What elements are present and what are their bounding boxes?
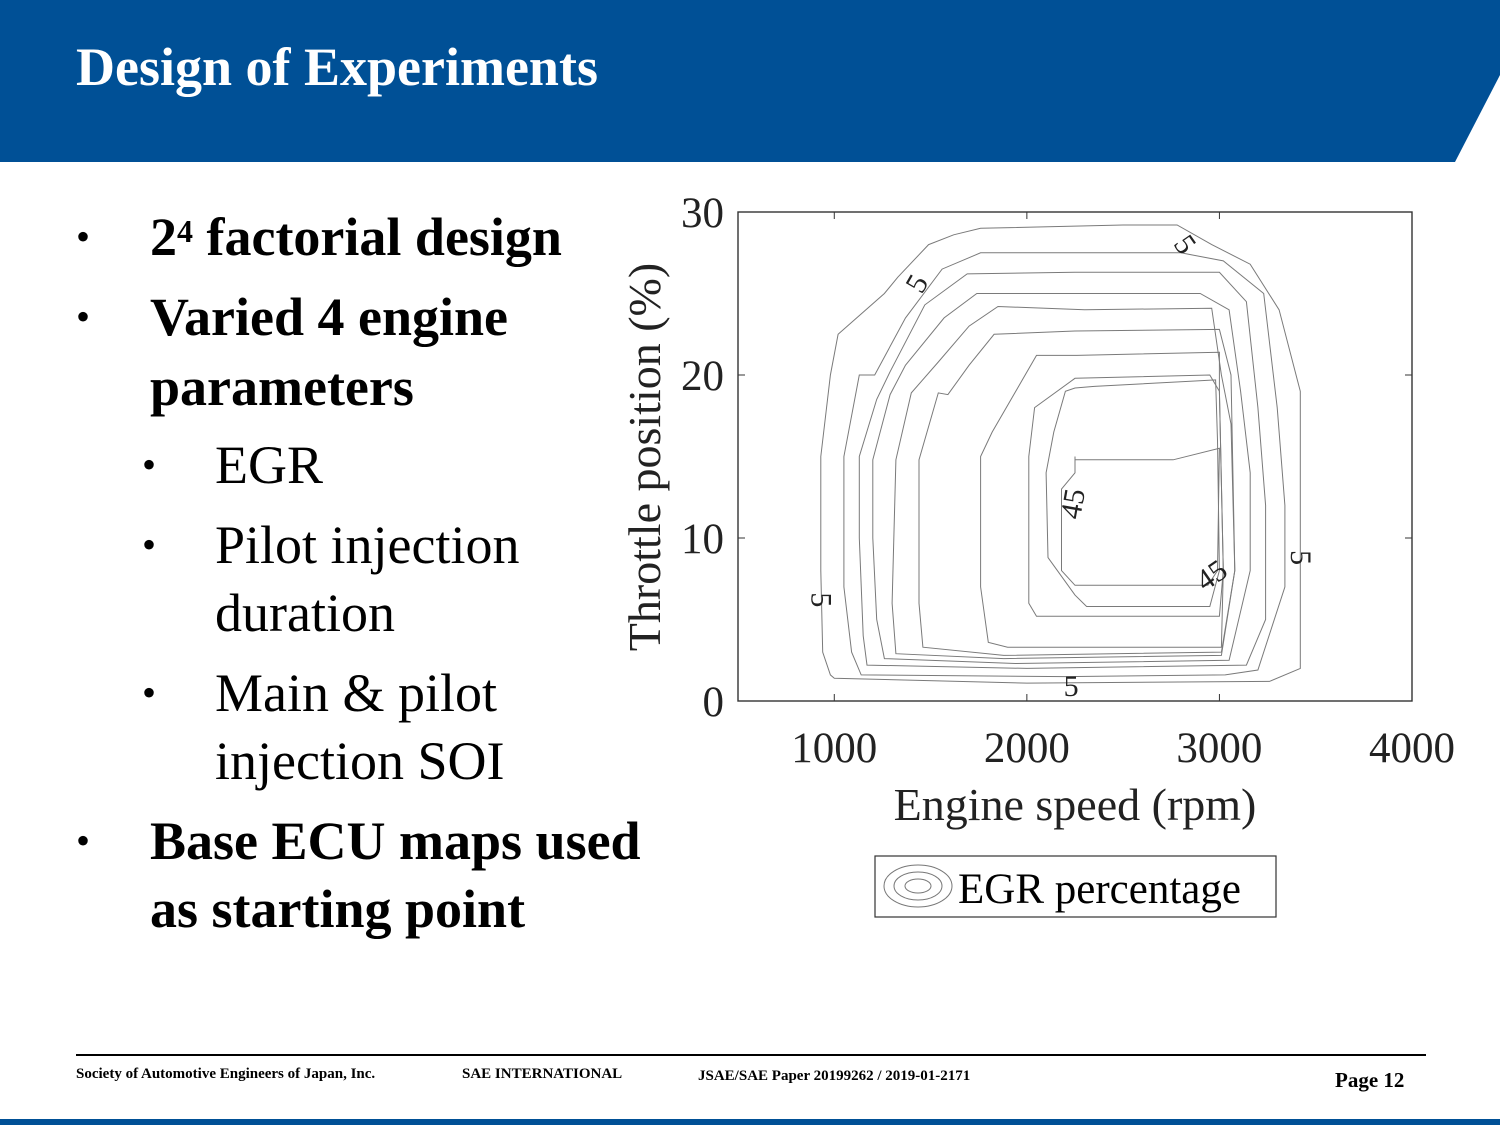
footer-jsae: Society of Automotive Engineers of Japan, Inc.: [76, 1066, 376, 1082]
bullet-base-ecu-line1: Base ECU maps used: [150, 811, 641, 871]
contour-label-layer: [804, 229, 1317, 703]
contour-value-label: 45: [1054, 486, 1092, 522]
sub-bullet-dot: •: [142, 442, 157, 487]
bullet-varied-line1: Varied 4 engine: [150, 287, 509, 347]
bullet-factorial-exponent: 4: [177, 213, 193, 249]
sub-bullet-soi-line1: Main & pilot: [215, 663, 497, 723]
footer-paper-id: JSAE/SAE Paper 20199262 / 2019-01-2171: [698, 1068, 971, 1084]
y-tick-label: 0: [702, 679, 724, 726]
x-tick-label: 4000: [1369, 725, 1455, 772]
contour-value-label: 5: [1283, 550, 1317, 566]
y-tick-label: 30: [681, 190, 724, 237]
sub-bullet-pilot-line2: duration: [215, 583, 395, 643]
sub-bullet-egr: EGR: [215, 435, 323, 495]
bullet-base-ecu-line2: as starting point: [150, 879, 526, 939]
x-axis-label: Engine speed (rpm): [893, 779, 1257, 830]
x-tick-label: 1000: [791, 725, 878, 772]
y-axis-label: Throttle position (%): [619, 262, 670, 652]
legend-label: EGR percentage: [958, 866, 1241, 913]
contour-line-4: [873, 294, 1250, 664]
footer-divider: [76, 1054, 1426, 1056]
y-tick-label: 20: [681, 353, 724, 400]
x-tick-label: 3000: [1176, 725, 1263, 772]
contour-line-7: [981, 352, 1224, 647]
egr-contour-chart: [600, 185, 1480, 945]
slide-title: Design of Experiments: [76, 37, 598, 97]
bullet-dot: •: [76, 294, 91, 339]
sub-bullet-dot: •: [142, 670, 157, 715]
bullet-factorial-base: 2: [150, 207, 177, 267]
bullet-list: [0, 0, 700, 960]
bullet-factorial-design: [150, 202, 562, 272]
contour-line-5: [892, 307, 1235, 659]
sub-bullet-soi-line2: injection SOI: [215, 731, 505, 791]
y-tick-label: 10: [681, 516, 724, 563]
contour-value-label: 5: [804, 592, 838, 608]
bullet-factorial-text: factorial design: [193, 207, 562, 267]
contour-value-label: 45: [1189, 553, 1234, 598]
bottom-bar: [0, 1119, 1500, 1125]
contour-value-label: 5: [1166, 228, 1203, 261]
contour-layer: [821, 225, 1301, 683]
page-number: Page 12: [1335, 1068, 1405, 1092]
bullet-dot: •: [76, 818, 91, 863]
contour-value-label: 5: [1063, 669, 1079, 703]
chart-canvas: [600, 185, 1480, 945]
bullet-varied-line2: parameters: [150, 357, 414, 417]
sub-bullet-dot: •: [142, 522, 157, 567]
bullet-dot: •: [76, 214, 91, 259]
sub-bullet-pilot-line1: Pilot injection: [215, 515, 520, 575]
footer-sae: SAE INTERNATIONAL: [462, 1066, 623, 1082]
contour-value-label: 5: [899, 268, 936, 299]
chart-legend: [875, 856, 1276, 917]
x-tick-label: 2000: [983, 725, 1070, 772]
